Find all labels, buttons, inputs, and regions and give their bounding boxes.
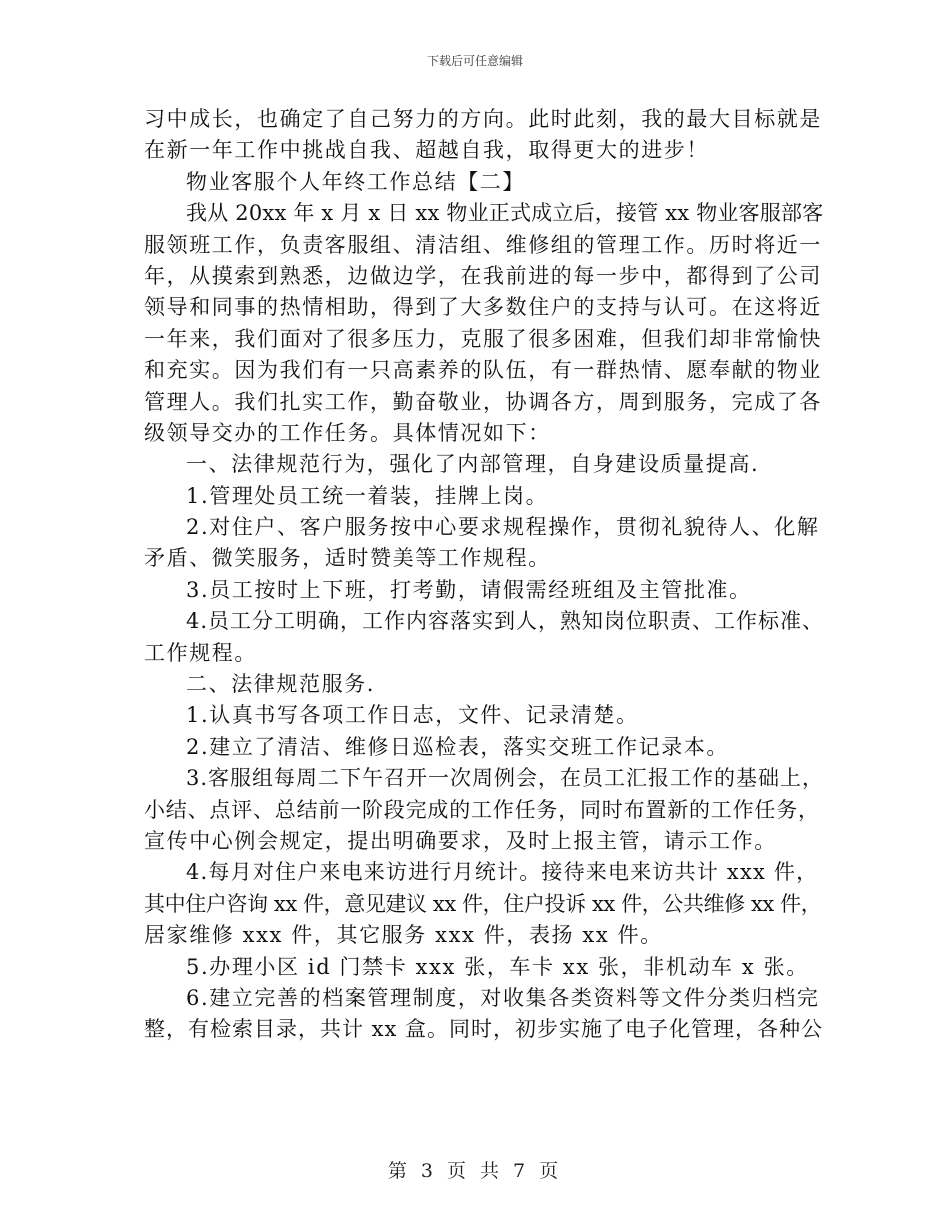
text-line: 和充实。因为我们有一只高素养的队伍，有一群热情、愿奉献的物业 — [144, 358, 822, 383]
text-line: 3.员工按时上下班，打考勤，请假需经班组及主管批准。 — [186, 577, 752, 602]
document-body — [144, 104, 824, 1046]
text-line: 级领导交办的工作任务。具体情况如下： — [144, 420, 551, 445]
text-line: 2.建立了清洁、维修日巡检表，落实交班工作记录本。 — [186, 734, 730, 759]
text-line: 一、法律规范行为，强化了内部管理，自身建设质量提高. — [186, 452, 760, 477]
text-line: 我从 20xx 年 x 月 x 日 xx 物业正式成立后，接管 xx 物业客服部客 — [186, 201, 824, 226]
text-line: 2.对住户、客户服务按中心要求规程操作，贯彻礼貌待人、化解 — [186, 515, 820, 540]
text-line: 在新一年工作中挑战自我、超越自我，取得更大的进步！ — [144, 138, 709, 163]
text-line: 物业客服个人年终工作总结【二】 — [186, 169, 525, 194]
text-line: 4.员工分工明确，工作内容落实到人，熟知岗位职责、工作标准、 — [186, 609, 825, 634]
text-line: 4.每月对住户来电来访进行月统计。接待来电来访共计 xxx 件， — [186, 860, 819, 885]
text-line: 1.管理处员工统一着装，挂牌上岗。 — [186, 483, 549, 508]
text-line: 管理人。我们扎实工作，勤奋敬业，协调各方，周到服务，完成了各 — [144, 389, 822, 414]
text-line: 5.办理小区 id 门禁卡 xxx 张，车卡 xx 张，非机动车 x 张。 — [186, 954, 809, 979]
text-line: 年，从摸索到熟悉，边做边学，在我前进的每一步中，都得到了公司 — [144, 263, 822, 288]
text-line: 习中成长，也确定了自己努力的方向。此时此刻，我的最大目标就是 — [144, 107, 822, 131]
text-line: 1.认真书写各项工作日志，文件、记录清楚。 — [186, 703, 639, 728]
text-line: 居家维修 xxx 件，其它服务 xxx 件，表扬 xx 件。 — [144, 923, 663, 948]
text-line: 矛盾、微笑服务，适时赞美等工作规程。 — [144, 546, 551, 571]
text-line: 一年来，我们面对了很多压力，克服了很多困难，但我们却非常愉快 — [144, 326, 822, 351]
text-line: 整，有检索目录，共计 xx 盒。同时，初步实施了电子化管理，各种公 — [144, 1017, 824, 1042]
text-line: 6.建立完善的档案管理制度，对收集各类资料等文件分类归档完 — [186, 985, 820, 1010]
text-line: 其中住户咨询 xx 件，意见建议 xx 件，住户投诉 xx 件，公共维修 xx 件， — [144, 891, 822, 916]
text-line: 工作规程。 — [144, 640, 257, 665]
text-line: 服领班工作，负责客服组、清洁组、维修组的管理工作。历时将近一 — [144, 232, 822, 257]
text-line: 领导和同事的热情相助，得到了大多数住户的支持与认可。在这将近 — [144, 295, 822, 320]
text-line: 二、法律规范服务. — [186, 672, 376, 697]
page-header: 下载后可任意编辑 — [426, 54, 523, 68]
text-line: 3.客服组每周二下午召开一次周例会，在员工汇报工作的基础上， — [186, 766, 825, 791]
text-line: 宣传中心例会规定，提出明确要求，及时上报主管，请示工作。 — [144, 828, 777, 853]
text-line: 小结、点评、总结前一阶段完成的工作任务，同时布置新的工作任务， — [144, 797, 820, 822]
page-footer: 第 3 页 共 7 页 — [387, 1160, 563, 1182]
